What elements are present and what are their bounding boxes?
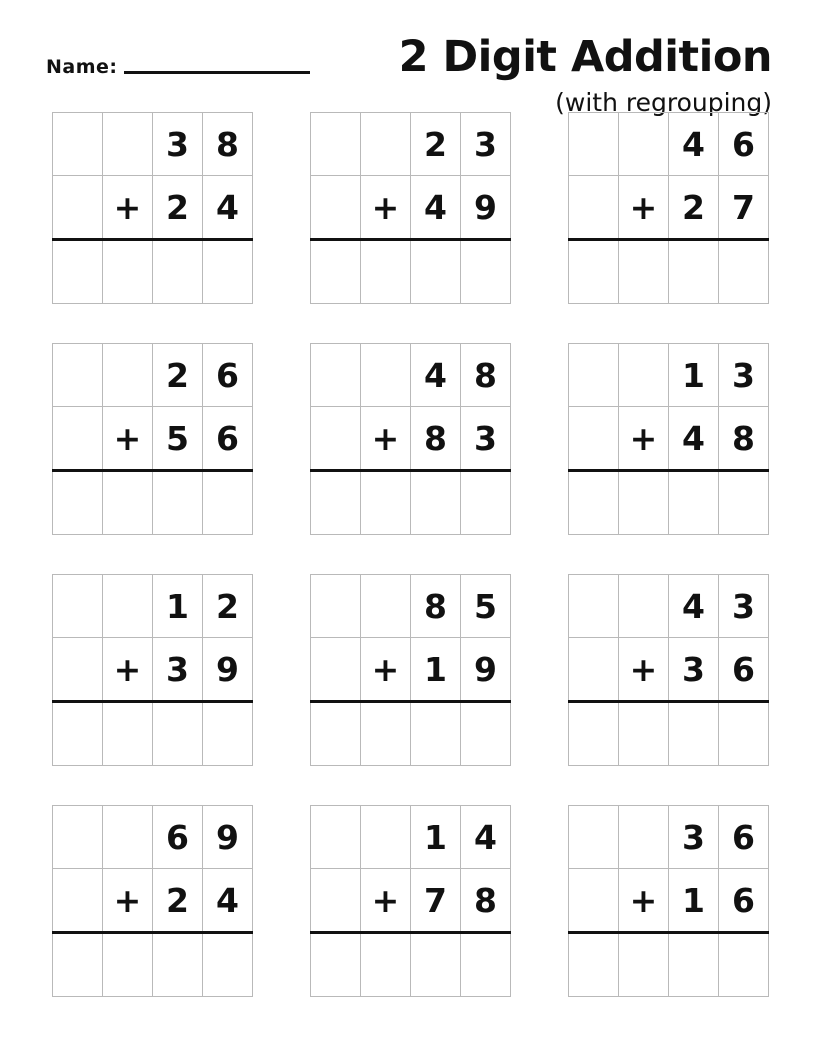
addend2-ones-digit: 6	[719, 869, 769, 933]
sign-cell-empty	[361, 575, 411, 638]
addend2-ones-digit: 6	[203, 407, 253, 471]
answer-extra-cell[interactable]	[619, 471, 669, 535]
addend1-tens-digit: 2	[411, 113, 461, 176]
addend2-ones-digit: 8	[461, 869, 511, 933]
addition-problem	[52, 343, 248, 535]
answer-tens-cell[interactable]	[411, 702, 461, 766]
problem-table	[52, 343, 253, 535]
carry-cell[interactable]	[569, 113, 619, 176]
left-blank-cell	[311, 638, 361, 702]
answer-tens-cell[interactable]	[153, 471, 203, 535]
answer-row	[311, 933, 511, 997]
operator-plus-sign: +	[103, 869, 153, 933]
answer-ones-cell[interactable]	[461, 471, 511, 535]
carry-cell[interactable]	[53, 344, 103, 407]
problem-table	[52, 112, 253, 304]
addend2-tens-digit: 2	[153, 176, 203, 240]
operand-1-row	[311, 344, 511, 407]
answer-hundreds-cell[interactable]	[53, 933, 103, 997]
left-blank-cell	[569, 176, 619, 240]
addend1-tens-digit: 4	[411, 344, 461, 407]
operand-1-row	[53, 113, 253, 176]
addend1-tens-digit: 6	[153, 806, 203, 869]
addend1-tens-digit: 8	[411, 575, 461, 638]
addend1-ones-digit: 5	[461, 575, 511, 638]
carry-cell[interactable]	[311, 344, 361, 407]
sign-cell-empty	[361, 344, 411, 407]
answer-row	[311, 240, 511, 304]
answer-ones-cell[interactable]	[203, 702, 253, 766]
answer-tens-cell[interactable]	[153, 702, 203, 766]
answer-ones-cell[interactable]	[461, 933, 511, 997]
problem-table	[568, 574, 769, 766]
operator-plus-sign: +	[619, 407, 669, 471]
addend2-tens-digit: 7	[411, 869, 461, 933]
addition-problem	[568, 805, 764, 997]
operand-1-row	[53, 806, 253, 869]
answer-ones-cell[interactable]	[719, 471, 769, 535]
addend2-ones-digit: 4	[203, 176, 253, 240]
problem-row	[0, 112, 816, 304]
answer-ones-cell[interactable]	[203, 471, 253, 535]
problem-row	[0, 343, 816, 535]
problem-table	[310, 574, 511, 766]
addend2-ones-digit: 7	[719, 176, 769, 240]
addend2-tens-digit: 3	[669, 638, 719, 702]
operator-plus-sign: +	[361, 407, 411, 471]
answer-ones-cell[interactable]	[719, 240, 769, 304]
answer-row	[53, 471, 253, 535]
carry-cell[interactable]	[53, 113, 103, 176]
addend1-ones-digit: 8	[203, 113, 253, 176]
operand-1-row	[53, 344, 253, 407]
addend2-ones-digit: 9	[203, 638, 253, 702]
operator-plus-sign: +	[361, 869, 411, 933]
answer-tens-cell[interactable]	[153, 240, 203, 304]
answer-hundreds-cell[interactable]	[569, 702, 619, 766]
answer-hundreds-cell[interactable]	[311, 702, 361, 766]
answer-ones-cell[interactable]	[461, 240, 511, 304]
problem-table	[310, 805, 511, 997]
answer-ones-cell[interactable]	[203, 933, 253, 997]
addition-problem	[310, 343, 506, 535]
left-blank-cell	[569, 407, 619, 471]
addition-problem	[52, 574, 248, 766]
carry-cell[interactable]	[311, 575, 361, 638]
addend2-ones-digit: 8	[719, 407, 769, 471]
problem-table	[310, 112, 511, 304]
operand-1-row	[569, 575, 769, 638]
answer-row	[53, 702, 253, 766]
page-title: 2 Digit Addition	[398, 32, 772, 82]
left-blank-cell	[53, 638, 103, 702]
addition-problem	[52, 805, 248, 997]
problem-table	[568, 343, 769, 535]
carry-cell[interactable]	[311, 806, 361, 869]
answer-hundreds-cell[interactable]	[311, 933, 361, 997]
page-subtitle: (with regrouping)	[555, 88, 772, 117]
left-blank-cell	[53, 176, 103, 240]
carry-cell[interactable]	[311, 113, 361, 176]
carry-cell[interactable]	[53, 806, 103, 869]
addend2-ones-digit: 3	[461, 407, 511, 471]
answer-extra-cell[interactable]	[103, 240, 153, 304]
operand-2-row	[569, 176, 769, 240]
answer-extra-cell[interactable]	[103, 471, 153, 535]
answer-row	[53, 933, 253, 997]
problem-table	[52, 574, 253, 766]
addition-problem	[310, 805, 506, 997]
operator-plus-sign: +	[619, 869, 669, 933]
addend1-ones-digit: 2	[203, 575, 253, 638]
sign-cell-empty	[103, 113, 153, 176]
problem-table	[310, 343, 511, 535]
answer-tens-cell[interactable]	[669, 702, 719, 766]
answer-extra-cell[interactable]	[361, 702, 411, 766]
operand-1-row	[311, 113, 511, 176]
addend1-ones-digit: 9	[203, 806, 253, 869]
answer-tens-cell[interactable]	[411, 933, 461, 997]
addend1-tens-digit: 1	[411, 806, 461, 869]
addend2-ones-digit: 6	[719, 638, 769, 702]
operator-plus-sign: +	[361, 638, 411, 702]
problem-table	[52, 805, 253, 997]
problem-row	[0, 805, 816, 997]
operand-2-row	[569, 869, 769, 933]
addend1-tens-digit: 1	[153, 575, 203, 638]
answer-hundreds-cell[interactable]	[569, 471, 619, 535]
addend1-tens-digit: 2	[153, 344, 203, 407]
sign-cell-empty	[619, 806, 669, 869]
answer-tens-cell[interactable]	[669, 471, 719, 535]
addend1-tens-digit: 3	[669, 806, 719, 869]
addend2-ones-digit: 4	[203, 869, 253, 933]
answer-tens-cell[interactable]	[669, 933, 719, 997]
addend1-ones-digit: 6	[203, 344, 253, 407]
addend1-ones-digit: 3	[461, 113, 511, 176]
answer-extra-cell[interactable]	[619, 240, 669, 304]
addend2-tens-digit: 2	[669, 176, 719, 240]
sign-cell-empty	[103, 344, 153, 407]
addition-problem	[52, 112, 248, 304]
addend1-ones-digit: 3	[719, 344, 769, 407]
addend2-tens-digit: 1	[411, 638, 461, 702]
title-block	[398, 32, 772, 117]
answer-extra-cell[interactable]	[361, 933, 411, 997]
answer-tens-cell[interactable]	[411, 240, 461, 304]
addend1-tens-digit: 1	[669, 344, 719, 407]
operand-2-row	[53, 407, 253, 471]
answer-hundreds-cell[interactable]	[311, 471, 361, 535]
carry-cell[interactable]	[569, 806, 619, 869]
sign-cell-empty	[619, 113, 669, 176]
sign-cell-empty	[361, 113, 411, 176]
addend1-tens-digit: 4	[669, 575, 719, 638]
operand-1-row	[311, 575, 511, 638]
carry-cell[interactable]	[53, 575, 103, 638]
sign-cell-empty	[619, 344, 669, 407]
problem-table	[568, 805, 769, 997]
addend2-tens-digit: 5	[153, 407, 203, 471]
left-blank-cell	[311, 407, 361, 471]
addend2-tens-digit: 4	[411, 176, 461, 240]
operand-2-row	[311, 176, 511, 240]
answer-row	[311, 471, 511, 535]
operand-2-row	[311, 407, 511, 471]
operand-2-row	[53, 638, 253, 702]
addition-problem	[568, 112, 764, 304]
answer-row	[569, 471, 769, 535]
answer-row	[569, 702, 769, 766]
answer-tens-cell[interactable]	[669, 240, 719, 304]
addition-problem	[568, 574, 764, 766]
addend1-ones-digit: 4	[461, 806, 511, 869]
answer-row	[569, 933, 769, 997]
answer-hundreds-cell[interactable]	[53, 702, 103, 766]
left-blank-cell	[53, 407, 103, 471]
problem-grid	[0, 112, 816, 1036]
carry-cell[interactable]	[569, 344, 619, 407]
answer-hundreds-cell[interactable]	[569, 240, 619, 304]
operand-2-row	[311, 869, 511, 933]
answer-hundreds-cell[interactable]	[311, 240, 361, 304]
answer-extra-cell[interactable]	[361, 240, 411, 304]
name-label: Name:	[46, 56, 118, 78]
addition-problem	[568, 343, 764, 535]
answer-ones-cell[interactable]	[719, 933, 769, 997]
addend1-tens-digit: 4	[669, 113, 719, 176]
answer-row	[311, 702, 511, 766]
answer-ones-cell[interactable]	[203, 240, 253, 304]
addition-problem	[310, 574, 506, 766]
answer-tens-cell[interactable]	[153, 933, 203, 997]
addend1-ones-digit: 6	[719, 113, 769, 176]
operand-2-row	[53, 176, 253, 240]
answer-hundreds-cell[interactable]	[569, 933, 619, 997]
addend1-ones-digit: 6	[719, 806, 769, 869]
carry-cell[interactable]	[569, 575, 619, 638]
worksheet-header	[0, 0, 816, 117]
answer-ones-cell[interactable]	[461, 702, 511, 766]
operand-1-row	[311, 806, 511, 869]
addend1-tens-digit: 3	[153, 113, 203, 176]
answer-row	[569, 240, 769, 304]
operand-2-row	[53, 869, 253, 933]
operator-plus-sign: +	[103, 407, 153, 471]
operand-1-row	[569, 806, 769, 869]
answer-tens-cell[interactable]	[411, 471, 461, 535]
operand-2-row	[569, 407, 769, 471]
operand-2-row	[569, 638, 769, 702]
addend2-tens-digit: 3	[153, 638, 203, 702]
sign-cell-empty	[361, 806, 411, 869]
sign-cell-empty	[103, 806, 153, 869]
operand-1-row	[53, 575, 253, 638]
answer-row	[53, 240, 253, 304]
operator-plus-sign: +	[103, 176, 153, 240]
operand-1-row	[569, 344, 769, 407]
answer-extra-cell[interactable]	[103, 702, 153, 766]
answer-hundreds-cell[interactable]	[53, 240, 103, 304]
answer-extra-cell[interactable]	[103, 933, 153, 997]
left-blank-cell	[311, 869, 361, 933]
left-blank-cell	[569, 638, 619, 702]
answer-hundreds-cell[interactable]	[53, 471, 103, 535]
left-blank-cell	[311, 176, 361, 240]
addend1-ones-digit: 3	[719, 575, 769, 638]
answer-extra-cell[interactable]	[361, 471, 411, 535]
answer-ones-cell[interactable]	[719, 702, 769, 766]
left-blank-cell	[569, 869, 619, 933]
operator-plus-sign: +	[619, 638, 669, 702]
operand-2-row	[311, 638, 511, 702]
operator-plus-sign: +	[103, 638, 153, 702]
addend2-tens-digit: 2	[153, 869, 203, 933]
operator-plus-sign: +	[361, 176, 411, 240]
addition-problem	[310, 112, 506, 304]
sign-cell-empty	[103, 575, 153, 638]
operator-plus-sign: +	[619, 176, 669, 240]
addend1-ones-digit: 8	[461, 344, 511, 407]
addend2-tens-digit: 4	[669, 407, 719, 471]
answer-extra-cell[interactable]	[619, 933, 669, 997]
answer-extra-cell[interactable]	[619, 702, 669, 766]
problem-table	[568, 112, 769, 304]
name-write-in-line[interactable]	[124, 70, 310, 74]
operand-1-row	[569, 113, 769, 176]
sign-cell-empty	[619, 575, 669, 638]
addend2-ones-digit: 9	[461, 176, 511, 240]
addend2-ones-digit: 9	[461, 638, 511, 702]
addend2-tens-digit: 1	[669, 869, 719, 933]
name-field-block	[46, 58, 310, 77]
left-blank-cell	[53, 869, 103, 933]
problem-row	[0, 574, 816, 766]
addend2-tens-digit: 8	[411, 407, 461, 471]
